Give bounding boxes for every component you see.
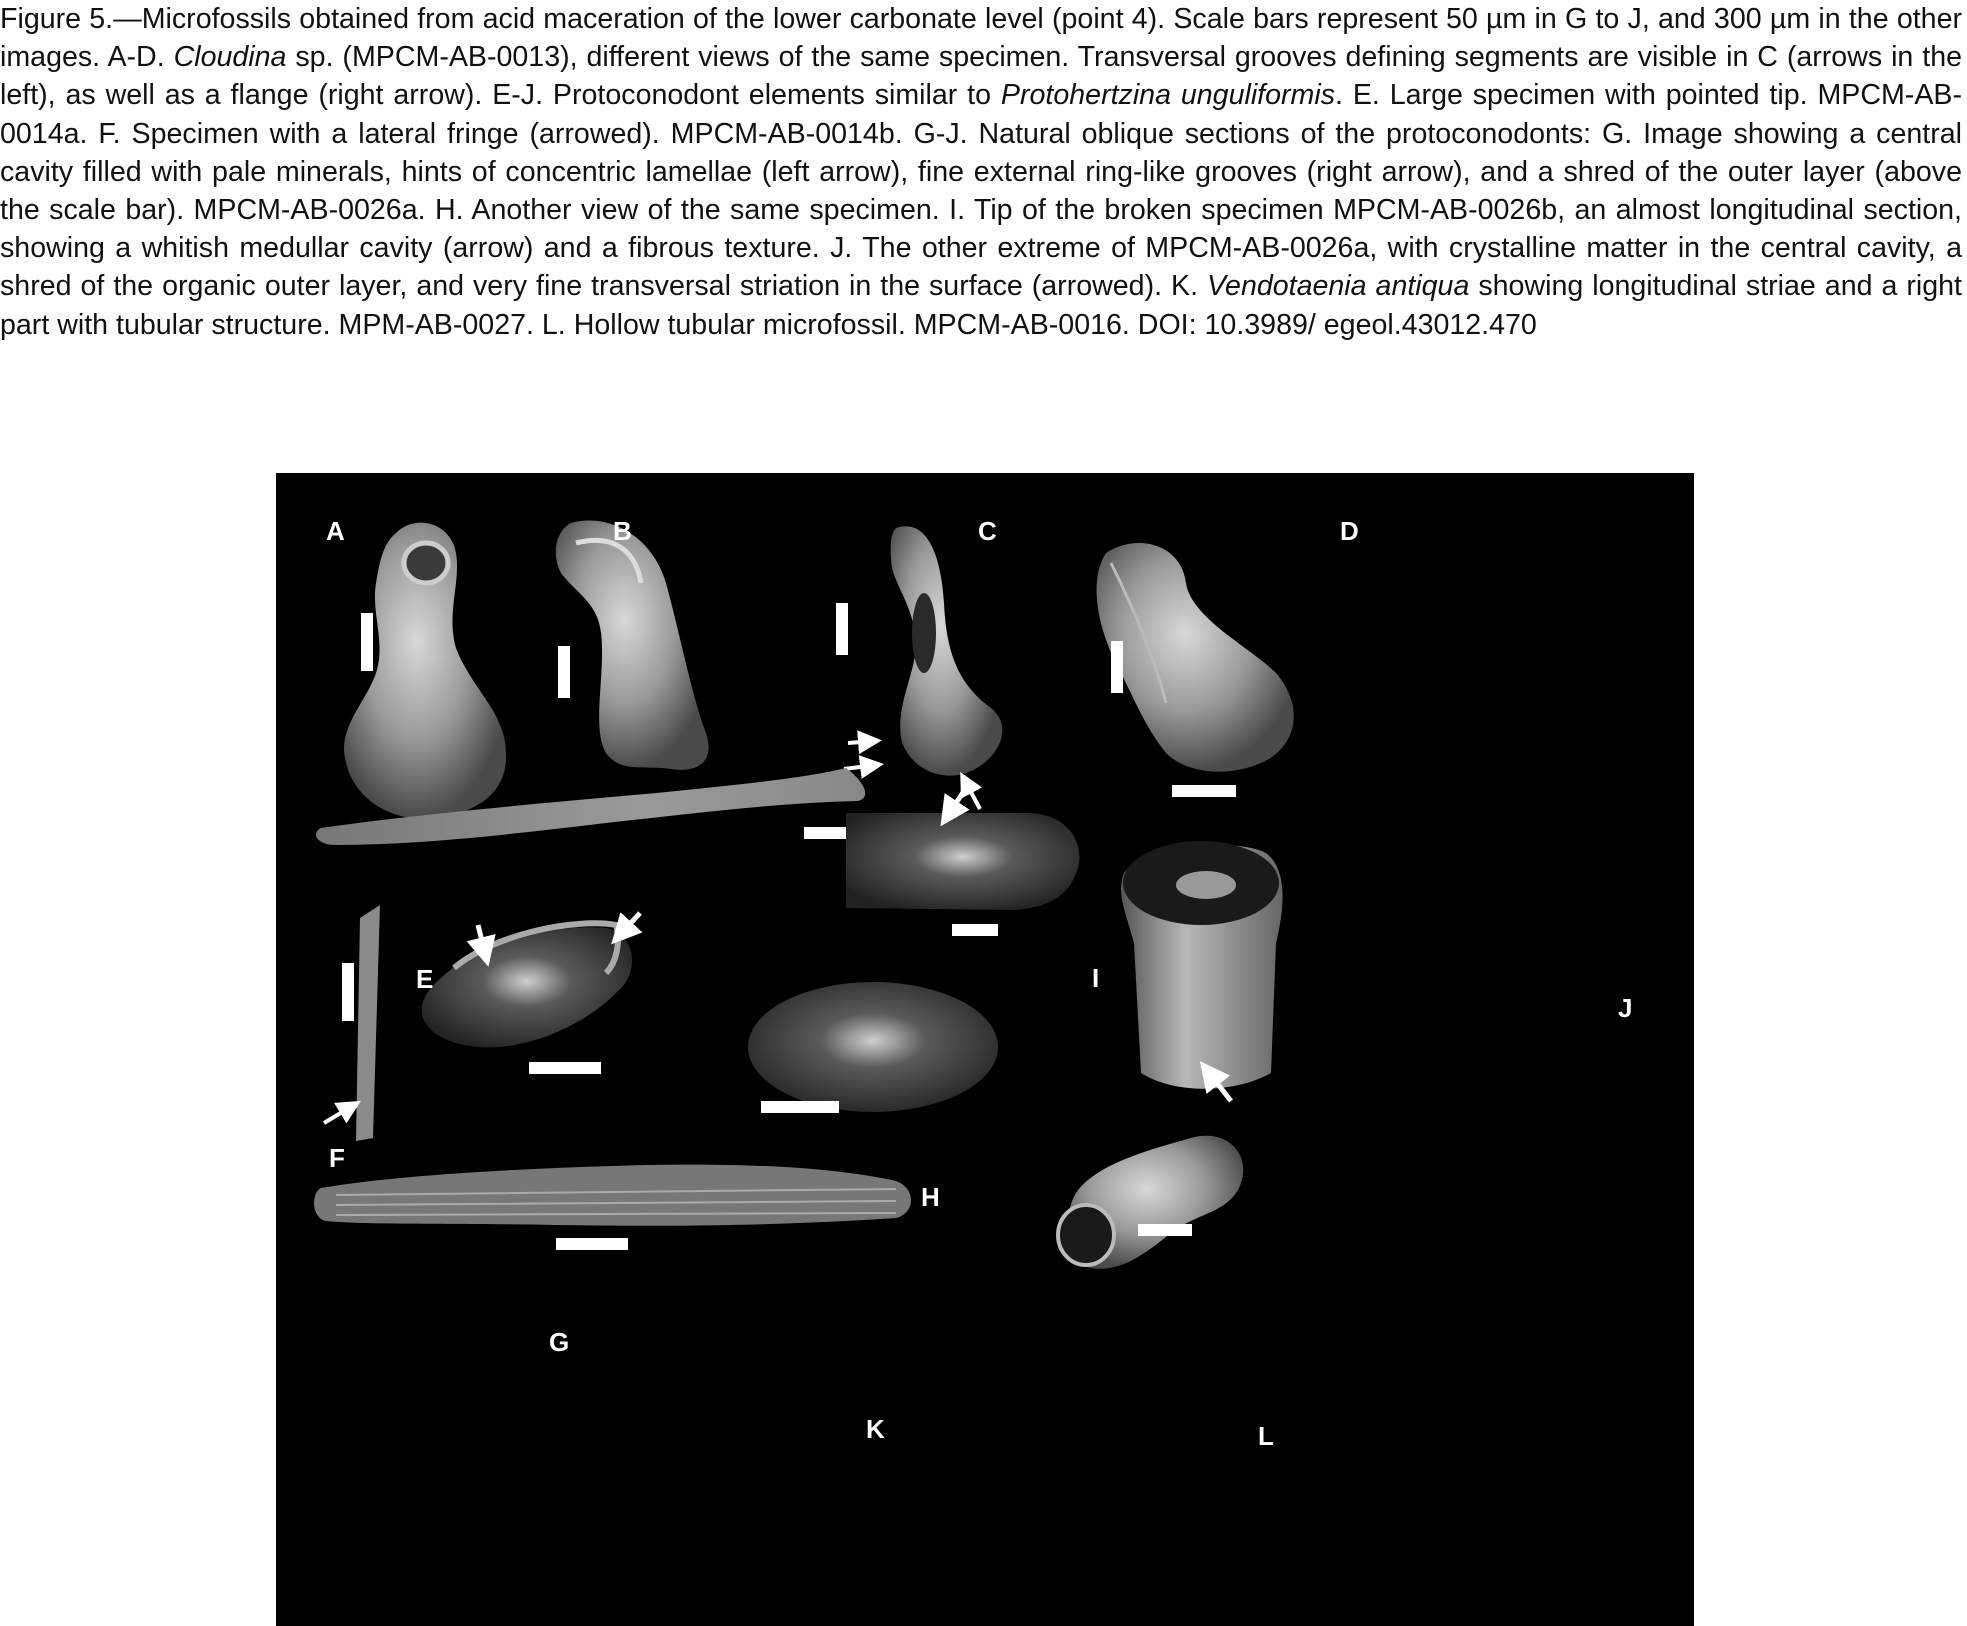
scale-bar-c xyxy=(836,603,848,655)
scale-bar-h xyxy=(761,1101,839,1113)
panel-label-l: L xyxy=(1258,1421,1274,1451)
scale-bar-b xyxy=(558,646,570,698)
panel-label-g: G xyxy=(549,1327,570,1357)
caption-taxon-cloudina: Cloudina xyxy=(173,41,287,74)
specimen-b xyxy=(556,521,709,770)
caption-taxon-protohertzina: Protohertzina unguliformis xyxy=(1000,79,1336,112)
figure-caption xyxy=(0,0,1962,344)
arrow-c-3 xyxy=(964,779,980,809)
caption-text-3: . E. Large specimen with pointed tip. MPCM-AB-0014a. F. Specimen with a lateral fringe (arrowed). MPCM-AB-0014b. G-J. Natural oblique sections of the protoconodonts: G. Image showing a central cavity filled with pale minerals, hints of concentric lamellae (left arrow), fine external ring-like grooves (right arrow), and a shred of the outer layer (above the scale bar). MPCM-AB-0026a. H. Another view of the same specimen. I. Tip of the broken specimen MPCM-AB-0026b, an almost longitudinal section, showing a whitish medullar cavity (arrow) and a fibrous texture. J. The other extreme of MPCM-AB-0026a, with crystalline matter in the central cavity, a shred of the organic outer layer, and very fine transversal striation in the surface (arrowed). K. xyxy=(0,79,1962,303)
specimen-l xyxy=(1058,1136,1243,1269)
scale-bar-i xyxy=(952,924,998,936)
specimen-g xyxy=(422,913,640,1074)
panel-label-i: I xyxy=(1092,963,1100,993)
scale-bar-l xyxy=(1138,1224,1192,1236)
specimen-c xyxy=(836,526,1002,809)
scale-bar-d xyxy=(1111,641,1123,693)
panel-label-k: K xyxy=(866,1414,885,1444)
specimen-d xyxy=(1097,543,1294,772)
scale-bar-k xyxy=(556,1238,628,1250)
caption-text-1: Figure 5.—Microfossils obtained from acid maceration of the lower carbonate level (point 4). Scale bars represent 50 µm in G to J, and 300 µm in the other images. A-D. xyxy=(0,3,1962,74)
scale-bar-j xyxy=(1172,785,1236,797)
specimen-j xyxy=(1121,785,1283,1101)
scale-bar-a xyxy=(361,613,373,671)
panel-label-a: A xyxy=(326,516,345,546)
panel-label-h: H xyxy=(921,1182,940,1212)
plate-illustration xyxy=(276,473,1694,1626)
specimen-f xyxy=(324,905,380,1141)
arrow-g-2 xyxy=(618,913,640,937)
panel-label-c: C xyxy=(978,516,997,546)
arrow-c-2 xyxy=(844,765,876,769)
caption-taxon-vendotaenia: Vendotaenia antiqua xyxy=(1207,270,1470,303)
specimen-k xyxy=(314,1165,911,1250)
specimen-h xyxy=(748,982,998,1113)
arrow-f xyxy=(324,1105,354,1123)
panel-label-f: F xyxy=(329,1143,345,1173)
caption-text-4: showing longitudinal striae and a right part with tubular structure. MPM-AB-0027. L. Hollow tubular microfossil. MPCM-AB-0016. DOI: 10.3989/ egeol.43012.470 xyxy=(0,270,1962,341)
caption-text-2: sp. (MPCM-AB-0013), different views of the same specimen. Transversal grooves defining segments are visible in C (arrows in the left), as well as a flange (right arrow). E-J. Protoconodont elements similar to xyxy=(0,41,1962,112)
specimen-a xyxy=(344,523,506,819)
microfossil-plate xyxy=(276,473,1694,1626)
panel-label-d: D xyxy=(1340,516,1359,546)
scale-bar-g xyxy=(529,1062,601,1074)
panel-label-j: J xyxy=(1618,993,1633,1023)
panel-label-e: E xyxy=(416,964,434,994)
panel-label-b: B xyxy=(613,516,632,546)
specimen-i xyxy=(846,788,1079,936)
scale-bar-f xyxy=(342,963,354,1021)
arrow-c-1 xyxy=(848,741,874,743)
